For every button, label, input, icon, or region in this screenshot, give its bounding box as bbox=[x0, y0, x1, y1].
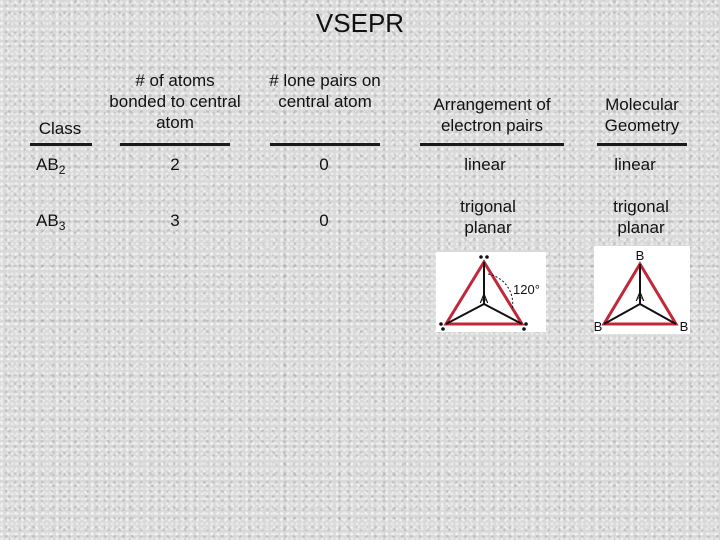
lone-pair-dot bbox=[485, 255, 489, 259]
top-atom-label: B bbox=[635, 248, 645, 263]
header-geometry: Molecular Geometry bbox=[604, 95, 680, 135]
header-lone-pairs: # lone pairs on central atom bbox=[269, 71, 381, 111]
trigonal-planar-electron-pairs-diagram bbox=[436, 252, 546, 332]
header-underline-geometry bbox=[597, 143, 687, 146]
trigonal-planar-molecular-diagram bbox=[594, 246, 690, 334]
lone-pair-dot bbox=[439, 322, 443, 326]
row-ab2-arrangement: linear bbox=[464, 155, 506, 174]
row-ab3-atoms-bonded: 3 bbox=[170, 211, 180, 230]
header-underline-lone-pairs bbox=[270, 143, 380, 146]
central-atom-label: A bbox=[635, 289, 645, 304]
row-ab2-lone-pairs: 0 bbox=[319, 155, 329, 174]
lone-pair-dot bbox=[522, 327, 526, 331]
header-underline-class bbox=[30, 143, 92, 146]
header-underline-arrangement bbox=[420, 143, 564, 146]
angle-label: 120° bbox=[513, 282, 540, 297]
row-ab3-lone-pairs: 0 bbox=[319, 211, 329, 230]
lone-pair-dot bbox=[479, 255, 483, 259]
row-ab3-arrangement: trigonal planar bbox=[460, 197, 516, 237]
central-atom-label: A bbox=[479, 291, 489, 306]
row-ab2-class: $AB_2$ bbox=[36, 155, 66, 177]
left-atom-label: B bbox=[594, 319, 603, 334]
row-ab2-atoms-bonded: 2 bbox=[170, 155, 180, 174]
header-underline-atoms bbox=[120, 143, 230, 146]
header-arrangement: Arrangement of electron pairs bbox=[433, 95, 551, 135]
header-atoms-bonded: # of atoms bonded to central atom bbox=[109, 71, 241, 132]
header-class: Class bbox=[38, 119, 82, 138]
lone-pair-dot bbox=[441, 327, 445, 331]
row-ab2-geometry: linear bbox=[614, 155, 656, 174]
row-ab3-class: $AB_3$ bbox=[36, 211, 66, 233]
right-atom-label: B bbox=[679, 319, 689, 334]
lone-pair-dot bbox=[524, 322, 528, 326]
row-ab3-geometry: trigonal planar bbox=[613, 197, 669, 237]
slide-title: VSEPR bbox=[315, 8, 405, 38]
